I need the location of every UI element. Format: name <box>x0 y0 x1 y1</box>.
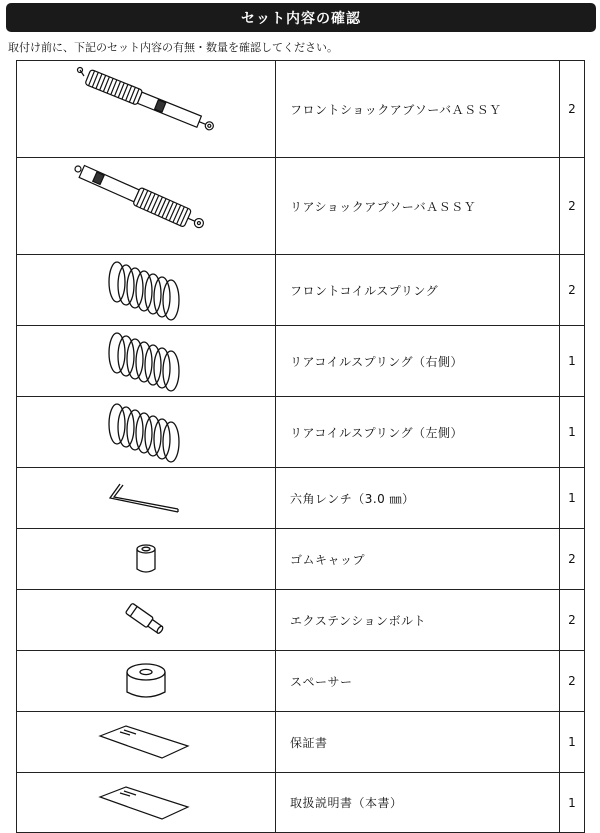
manual-icon <box>96 783 196 823</box>
item-image-cell <box>17 397 276 468</box>
item-name: リアコイルスプリング（左側） <box>276 397 560 468</box>
section-header <box>6 3 596 32</box>
table-row <box>17 326 585 397</box>
item-image-cell <box>17 712 276 773</box>
item-name: エクステンションボルト <box>276 590 560 651</box>
rubber-cap-icon <box>131 541 161 577</box>
item-qty: 1 <box>560 326 585 397</box>
item-image-cell <box>17 529 276 590</box>
item-image-cell <box>17 326 276 397</box>
item-name: 取扱説明書（本書） <box>276 773 560 833</box>
table-row <box>17 712 585 773</box>
table-row <box>17 255 585 326</box>
item-qty: 1 <box>560 397 585 468</box>
rear-shock-absorber-icon <box>66 161 226 251</box>
item-qty: 2 <box>560 158 585 255</box>
item-image-cell <box>17 61 276 158</box>
table-row <box>17 61 585 158</box>
item-name: フロントショックアブソーバＡＳＳＹ <box>276 61 560 158</box>
item-name: リアショックアブソーバＡＳＳＹ <box>276 158 560 255</box>
table-row <box>17 468 585 529</box>
item-name: 六角レンチ（3.0 ㎜） <box>276 468 560 529</box>
rear-coil-spring-left-icon <box>101 400 191 464</box>
table-row <box>17 529 585 590</box>
item-image-cell <box>17 590 276 651</box>
table-row <box>17 651 585 712</box>
intro-text: 取付け前に、下記のセット内容の有無・数量を確認してください。 <box>8 41 338 54</box>
item-image-cell <box>17 468 276 529</box>
item-name: リアコイルスプリング（右側） <box>276 326 560 397</box>
warranty-card-icon <box>96 722 196 762</box>
item-qty: 2 <box>560 255 585 326</box>
item-qty: 2 <box>560 61 585 158</box>
item-name: 保証書 <box>276 712 560 773</box>
item-name: フロントコイルスプリング <box>276 255 560 326</box>
extension-bolt-icon <box>121 600 171 640</box>
item-image-cell <box>17 773 276 833</box>
table-row <box>17 590 585 651</box>
item-qty: 2 <box>560 590 585 651</box>
item-qty: 1 <box>560 712 585 773</box>
item-image-cell <box>17 651 276 712</box>
front-coil-spring-icon <box>101 258 191 322</box>
item-qty: 2 <box>560 529 585 590</box>
item-qty: 2 <box>560 651 585 712</box>
item-image-cell <box>17 255 276 326</box>
item-image-cell <box>17 158 276 255</box>
hex-wrench-icon <box>106 478 186 518</box>
rear-coil-spring-right-icon <box>101 329 191 393</box>
parts-table <box>16 60 585 833</box>
item-name: スペーサー <box>276 651 560 712</box>
item-qty: 1 <box>560 468 585 529</box>
spacer-icon <box>121 658 171 704</box>
item-name: ゴムキャップ <box>276 529 560 590</box>
front-shock-absorber-icon <box>66 64 226 154</box>
table-row <box>17 773 585 833</box>
header-title: セット内容の確認 <box>241 10 361 27</box>
table-row <box>17 158 585 255</box>
item-qty: 1 <box>560 773 585 833</box>
table-row <box>17 397 585 468</box>
